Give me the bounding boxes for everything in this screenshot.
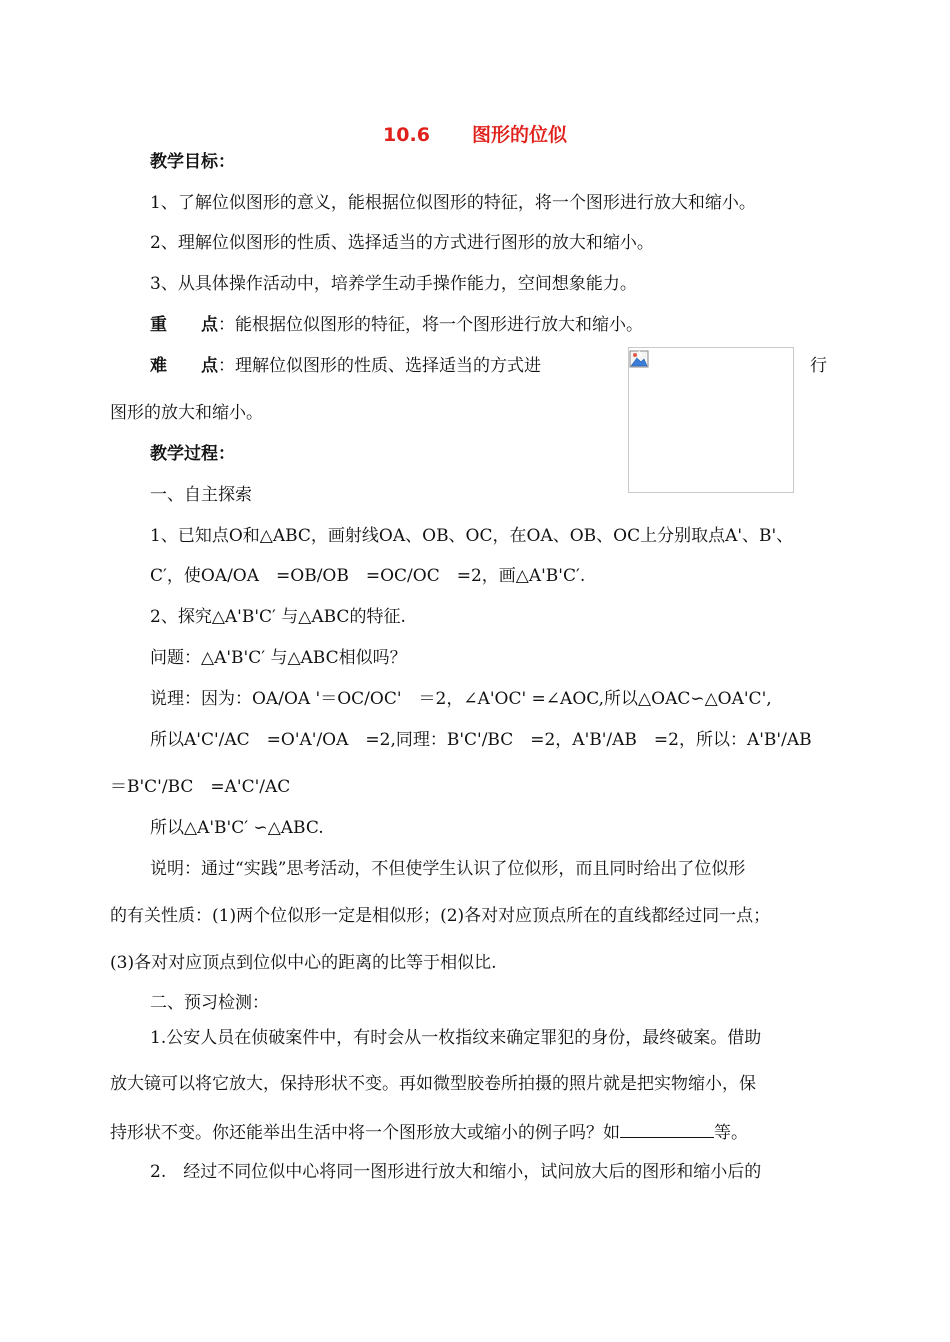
key-point bbox=[150, 315, 643, 335]
check-line-4: 2. 经过不同位似中心将同一图形进行放大和缩小，试问放大后的图形和缩小后的 bbox=[150, 1162, 762, 1182]
title-number: 10.6 bbox=[383, 124, 430, 146]
goal-2: 2、理解位似图形的性质、选择适当的方式进行图形的放大和缩小。 bbox=[150, 233, 654, 253]
process-heading: 教学过程： bbox=[150, 444, 235, 464]
explore-line-9: 说明：通过“实践”思考活动，不但使学生认识了位似形，而且同时给出了位似形 bbox=[150, 859, 746, 879]
key-point-label: 重 点 bbox=[150, 315, 218, 335]
image-placeholder bbox=[628, 347, 794, 493]
answer-blank[interactable] bbox=[620, 1121, 714, 1138]
explore-line-6: 所以A'C'/AC =O'A'/OA =2,同理：B'C'/BC =2，A'B'/AB =2，所以：A'B'/AB bbox=[150, 730, 812, 750]
explore-line-3: 2、探究△A'B'C′ 与△ABC的特征. bbox=[150, 607, 406, 627]
explore-line-4: 问题：△A'B'C′ 与△ABC相似吗？ bbox=[150, 648, 407, 668]
section-2: 二、预习检测： bbox=[150, 993, 269, 1013]
goal-3: 3、从具体操作活动中，培养学生动手操作能力，空间想象能力。 bbox=[150, 274, 637, 294]
explore-line-10: 的有关性质：(1)两个位似形一定是相似形；(2)各对对应顶点所在的直线都经过同一点； bbox=[110, 906, 771, 926]
section-1: 一、自主探索 bbox=[150, 485, 252, 505]
explore-line-11: (3)各对对应顶点到位似中心的距离的比等于相似比. bbox=[110, 953, 497, 973]
broken-image-icon bbox=[629, 350, 649, 368]
check-line-2: 放大镜可以将它放大，保持形状不变。再如微型胶卷所拍摄的照片就是把实物缩小，保 bbox=[110, 1074, 756, 1094]
explore-line-8: 所以△A'B'C′ ∽△ABC. bbox=[150, 818, 324, 838]
key-point-text: ：能根据位似图形的特征，将一个图形进行放大和缩小。 bbox=[218, 315, 643, 335]
difficulty-text: ：理解位似图形的性质、选择适当的方式进 bbox=[218, 356, 541, 376]
title-text: 图形的位似 bbox=[471, 124, 567, 146]
goals-heading: 教学目标： bbox=[150, 152, 235, 172]
goal-1: 1、了解位似图形的意义，能根据位似图形的特征，将一个图形进行放大和缩小。 bbox=[150, 193, 756, 213]
check-line-3-end: 等。 bbox=[714, 1123, 748, 1143]
page-title bbox=[0, 120, 950, 147]
explore-line-1: 1、已知点O和△ABC，画射线OA、OB、OC，在OA、OB、OC上分别取点A'、B'、 bbox=[150, 526, 794, 546]
explore-line-2: C′，使OA/OA =OB/OB =OC/OC =2，画△A'B'C′. bbox=[150, 566, 586, 586]
check-line-3 bbox=[110, 1121, 748, 1143]
explore-line-7: ＝B'C'/BC =A'C'/AC bbox=[110, 777, 291, 797]
difficulty-cont: 图形的放大和缩小。 bbox=[110, 403, 263, 423]
difficulty bbox=[150, 356, 541, 376]
check-line-3-text: 持形状不变。你还能举出生活中将一个图形放大或缩小的例子吗？如 bbox=[110, 1123, 620, 1143]
explore-line-5: 说理：因为：OA/OA '＝OC/OC' ＝2，∠A'OC' =∠AOC,所以△OAC∽△OA'C', bbox=[150, 689, 772, 709]
difficulty-tail: 行 bbox=[810, 356, 827, 376]
difficulty-label: 难 点 bbox=[150, 356, 218, 376]
check-line-1: 1.公安人员在侦破案件中，有时会从一枚指纹来确定罪犯的身份，最终破案。借助 bbox=[150, 1028, 762, 1048]
